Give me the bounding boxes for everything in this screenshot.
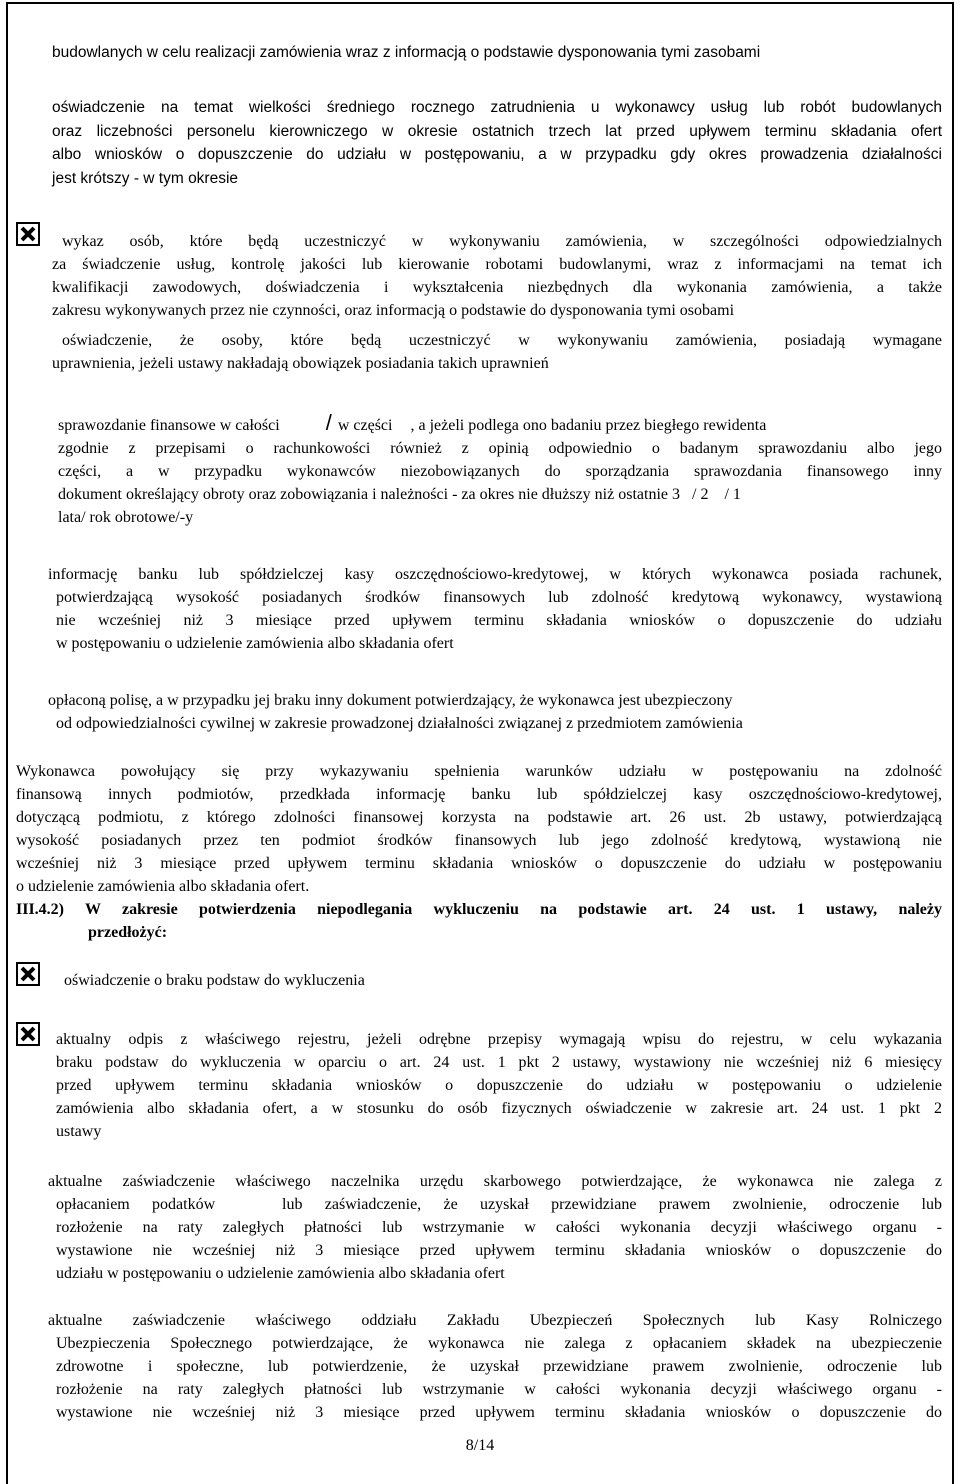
- text-line: Ubezpieczenia Społecznego potwierdzające, że wykonawca nie zalega z opłacaniem składek na ubezpieczenie: [56, 1335, 942, 1352]
- text-line: aktualne zaświadczenie właściwego oddziału Zakładu Ubezpieczeń Społecznych lub Kasy Rolniczego: [48, 1312, 942, 1329]
- text-line: oświadczenie o braku podstaw do wykluczenia: [64, 972, 365, 989]
- paragraph-resources: [52, 41, 942, 65]
- text-line: uprawnienia, jeżeli ustawy nakładają obowiązek posiadania takich uprawnień: [52, 355, 549, 372]
- paragraph-register-extract: [56, 1028, 942, 1143]
- text-line: zamówienia albo składania ofert, a w stosunku do osób fizycznych oświadczenie w zakresie art. 24 ust. 1 pkt 2: [56, 1100, 942, 1117]
- paragraph-insurance-policy: [48, 689, 942, 735]
- text-line: budowlanych w celu realizacji zamówienia wraz z informacją o podstawie dysponowania tymi zasobami: [52, 44, 761, 61]
- text-line: wcześniej niż 3 miesiące przed upływem terminu składania wniosków o dopuszczenie do udziału w postępowaniu: [16, 855, 942, 872]
- text-line: od odpowiedzialności cywilnej w zakresie prowadzonej działalności związanej z przedmiotem zamówienia: [56, 715, 743, 732]
- paragraph-tax-certificate: [48, 1170, 942, 1285]
- text-line: albo wniosków o dopuszczenie do udziału w postępowaniu, a w przypadku gdy okres prowadzenia działalności: [52, 146, 942, 163]
- financial-report-partial: w części: [337, 417, 393, 434]
- text-line: wykaz osób, które będą uczestniczyć w wykonywaniu zamówienia, w szczególności odpowiedzialnych: [62, 233, 942, 250]
- text-line: kwalifikacji zawodowych, doświadczenia i wykształcenia niezbędnych dla wykonania zamówienia, a także: [52, 279, 942, 296]
- paragraph-financial-report: [58, 411, 942, 529]
- paragraph-no-exclusion-statement: [64, 969, 942, 992]
- text-line: dokument określający obroty oraz zobowiązania i należności - za okres nie dłuższy niż ostatnie 3 / 2 / 1: [58, 486, 741, 503]
- text-line: wystawione nie wcześniej niż 3 miesiące przed upływem terminu składania wniosków o dopuszczenie do: [56, 1242, 942, 1259]
- paragraph-bank-information: [48, 563, 942, 655]
- text-line: dotyczącą podmiotu, z którego zdolności finansowej korzysta na podstawie art. 26 ust. 2b ustawy, potwierdzającą: [16, 809, 942, 826]
- paragraph-third-party-capacity: [16, 760, 942, 898]
- text-line: jest krótszy - w tym okresie: [52, 169, 239, 187]
- text-line: części, a w przypadku wykonawców niezobowiązanych do sporządzania sprawozdania finansowego inny: [58, 463, 942, 480]
- heading-line: III.4.2) W zakresie potwierdzenia niepodlegania wykluczeniu na podstawie art. 24 ust. 1 ustawy, należy: [16, 901, 942, 918]
- text-line: braku podstaw do wykluczenia w oparciu o art. 24 ust. 1 pkt 2 ustawy, wystawiony nie wcześniej niż 6 miesięcy: [56, 1054, 942, 1071]
- text-line: zdrowotne i społeczne, lub potwierdzenie, że uzyskał przewidziane prawem zwolnienie, odroczenie lub: [56, 1358, 942, 1375]
- text-line: lata/ rok obrotowe/-y: [58, 509, 194, 526]
- text-line: sprawozdanie finansowe w całości / w części , a jeżeli podlega ono badaniu przez biegłego rewidenta: [58, 410, 767, 435]
- paragraph-employment-statement: [52, 96, 942, 190]
- checked-checkbox-icon[interactable]: [16, 1022, 40, 1046]
- text-line: ustawy: [56, 1123, 102, 1140]
- text-line: nie wcześniej niż 3 miesiące przed upływem terminu składania wniosków o dopuszczenie do udziału: [56, 612, 942, 629]
- text-line: wysokość posiadanych przez ten podmiot środków finansowych lub jego zdolność kredytową, wystawioną nie: [16, 832, 942, 849]
- text-line: rozłożenie na raty zaległych płatności lub wstrzymanie w całości wykonania decyzji właściwego organu -: [56, 1381, 942, 1398]
- financial-report-full: sprawozdanie finansowe w całości: [58, 417, 280, 434]
- text-line: Wykonawca powołujący się przy wykazywaniu spełnienia warunków udziału w postępowaniu na zdolność: [16, 763, 942, 780]
- text-line: udziału w postępowaniu o udzielenie zamówienia albo składania ofert: [56, 1265, 505, 1282]
- text-line: potwierdzającą wysokość posiadanych środków finansowych lub zdolność kredytową wykonawcy, wystawioną: [56, 589, 942, 606]
- text-line: aktualne zaświadczenie właściwego naczelnika urzędu skarbowego potwierdzające, że wykonawca nie zalega z: [48, 1173, 942, 1190]
- checked-checkbox-icon[interactable]: [16, 222, 40, 246]
- text-line: finansową innych podmiotów, przedkłada informację banku lub spółdzielczej kasy oszczędnościowo-kredytowej,: [16, 786, 942, 803]
- text-line: oświadczenie, że osoby, które będą uczestniczyć w wykonywaniu zamówienia, posiadają wymagane: [62, 332, 942, 349]
- text-line: o udzielenie zamówienia albo składania ofert.: [16, 878, 310, 895]
- text-line: zakresu wykonywanych przez nie czynności, oraz informacją o podstawie do dysponowania tymi osobami: [52, 302, 735, 319]
- page-number: 8/14: [465, 1437, 495, 1454]
- text-line: oświadczenie na temat wielkości średniego rocznego zatrudnienia u wykonawcy usług lub robót budowlanych: [52, 99, 942, 116]
- paragraph-staff-list: [52, 230, 942, 322]
- paragraph-social-insurance-certificate: [48, 1309, 942, 1424]
- text-line: zgodnie z przepisami o rachunkowości również z opinią odpowiednio o badanym sprawozdaniu albo jego: [58, 440, 942, 457]
- option-separator: /: [325, 410, 332, 435]
- text-line: oraz liczebności personelu kierowniczego w okresie ostatnich trzech lat przed upływem terminu składania ofert: [52, 122, 942, 140]
- text-line: informację banku lub spółdzielczej kasy oszczędnościowo-kredytowej, w których wykonawca posiada rachunek,: [48, 566, 942, 583]
- text-line: opłaconą polisę, a w przypadku jej braku inny dokument potwierdzający, że wykonawca jest ubezpieczony: [48, 692, 733, 709]
- text-line: aktualny odpis z właściwego rejestru, jeżeli odrębne przepisy wymagają wpisu do rejestru, w celu wykazania: [56, 1031, 942, 1048]
- section-heading: [16, 898, 942, 944]
- text-line: za świadczenie usług, kontrolę jakości lub kierowanie robotami budowlanymi, wraz z informacjami na temat ich: [52, 256, 942, 273]
- text-line: przed upływem terminu składania wniosków o dopuszczenie do udziału w postępowaniu o udzielenie: [56, 1077, 942, 1094]
- text-line: opłacaniem podatków lub zaświadczenie, że uzyskał przewidziane prawem zwolnienie, odroczenie lub: [56, 1196, 942, 1213]
- text-line: wystawione nie wcześniej niż 3 miesiące przed upływem terminu składania wniosków o dopuszczenie do: [56, 1404, 942, 1421]
- heading-line: przedłożyć:: [88, 924, 168, 941]
- checked-checkbox-icon[interactable]: [16, 962, 40, 986]
- text-line: rozłożenie na raty zaległych płatności lub wstrzymanie w całości wykonania decyzji właściwego organu -: [56, 1219, 942, 1236]
- text-line: w postępowaniu o udzielenie zamówienia albo składania ofert: [56, 635, 454, 652]
- paragraph-qualifications-statement: [52, 329, 942, 375]
